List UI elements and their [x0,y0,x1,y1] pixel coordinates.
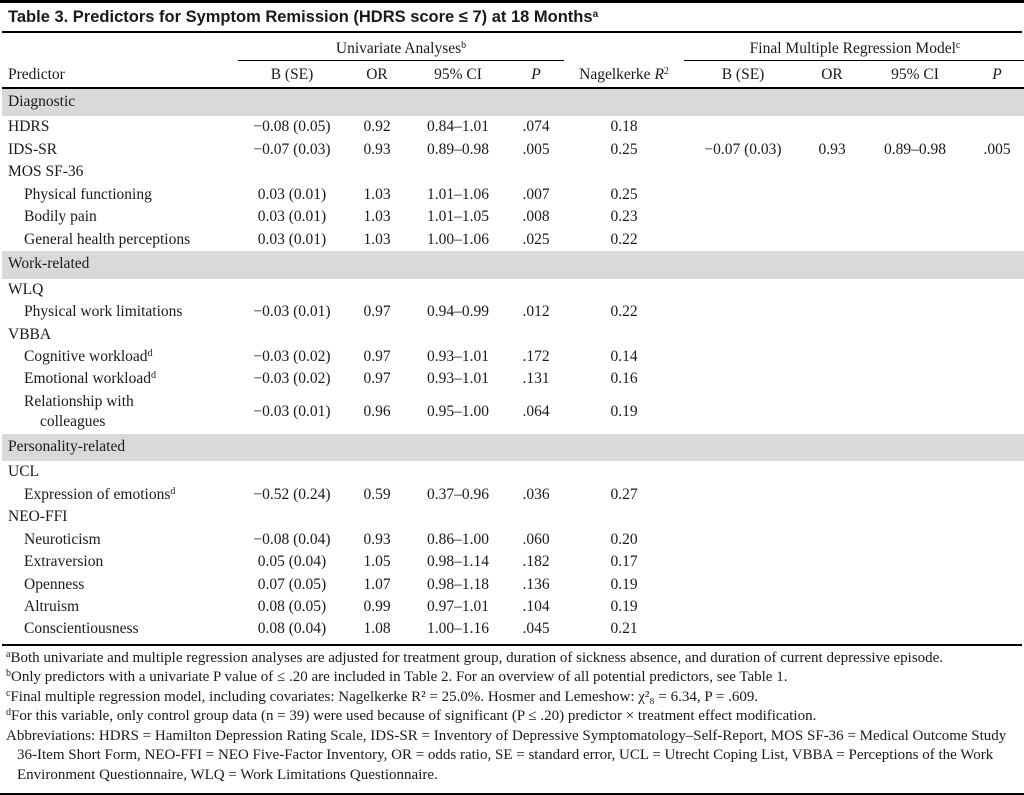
data-cell [862,596,968,618]
row-label-text: VBBA [8,325,52,343]
data-cell [684,529,802,551]
nagelkerke-column-header [564,61,684,89]
univariate-group-label: Univariate Analyses [335,40,462,57]
data-cell [684,324,802,346]
data-cell: .104 [522,597,550,615]
data-cell [862,368,968,390]
data-cell [408,461,508,483]
footnotes [2,644,1022,794]
data-cell [862,574,968,596]
data-cell [968,229,1024,251]
data-cell: −0.07 (0.03) [253,140,331,158]
data-cell: 1.01–1.05 [427,208,489,226]
data-cell [862,484,968,506]
data-cell: 0.08 (0.05) [257,597,327,615]
data-cell: 0.89–0.98 [427,140,489,158]
data-row [2,618,1024,640]
data-cell: 0.37–0.96 [427,485,489,503]
row-label [2,461,238,483]
data-cell [684,391,802,434]
data-cell [802,618,862,640]
data-cell [238,279,346,301]
data-cell [968,184,1024,206]
data-cell: 0.14 [610,347,638,365]
univariate-group-sup: b [461,40,467,51]
data-cell [346,161,408,183]
data-cell [508,279,564,301]
data-cell [802,346,862,368]
row-label-text: MOS SF-36 [8,163,84,181]
data-cell: 1.00–1.06 [427,230,489,248]
data-cell [968,368,1024,390]
data-cell [802,206,862,228]
table-header [2,33,1024,88]
footnote-text: Both univariate and multiple regression analyses are adjusted for treatment group, duration of sickness absence, and duration of current depressive episode. [10,649,944,666]
section-label: Work-related [2,251,1024,278]
group-header-row [2,33,1024,61]
data-cell: 0.93 [363,530,391,548]
data-cell: 0.21 [610,620,638,638]
data-cell [862,618,968,640]
data-cell: 1.08 [363,620,391,638]
data-cell [968,618,1024,640]
data-cell: .025 [522,230,550,248]
data-cell: 0.03 (0.01) [257,185,327,203]
data-cell [862,184,968,206]
data-cell: 0.98–1.14 [427,553,489,571]
nagelkerke-r-symbol: R [654,66,664,83]
data-cell [968,279,1024,301]
data-cell [802,324,862,346]
data-cell: 0.93 [363,140,391,158]
nagelkerke-squared-sup: 2 [663,66,669,77]
data-cell [684,301,802,323]
uni-or-column-header: OR [346,61,408,89]
data-cell [862,279,968,301]
footnote [6,649,1018,669]
data-cell [802,184,862,206]
row-label [2,184,238,206]
row-label [2,368,238,390]
data-cell: 0.19 [610,575,638,593]
data-cell [862,301,968,323]
row-label [2,116,238,138]
data-cell: .131 [522,370,550,388]
data-cell [238,506,346,528]
data-cell [802,391,862,434]
row-label-sup: d [170,485,176,497]
data-cell [564,161,684,183]
group-row [2,506,1024,528]
data-cell: 0.17 [610,553,638,571]
final-bse-column-header: B (SE) [684,61,802,89]
data-cell [862,324,968,346]
footnote [6,688,1018,708]
data-cell: .005 [522,140,550,158]
row-label [2,324,238,346]
data-cell: 0.95–1.00 [427,403,489,421]
data-cell: .036 [522,485,550,503]
row-label-text: Neuroticism [24,530,101,548]
uni-p-column-header: P [508,61,564,89]
row-label [2,301,238,323]
uni-ci-column-header: 95% CI [408,61,508,89]
final-or-column-header: OR [802,61,862,89]
footnote-marker: d [6,707,11,719]
footnote [6,707,1018,727]
data-row [2,596,1024,618]
data-cell: 1.00–1.16 [427,620,489,638]
data-cell [802,506,862,528]
footnote-marker: b [6,668,11,680]
data-cell [968,506,1024,528]
data-cell: 0.86–1.00 [427,530,489,548]
data-cell [802,529,862,551]
data-cell [684,161,802,183]
data-cell [968,461,1024,483]
data-cell: 1.03 [363,230,391,248]
data-cell: −0.52 (0.24) [253,485,331,503]
data-cell [802,229,862,251]
data-cell [862,206,968,228]
data-cell [684,484,802,506]
data-cell [802,484,862,506]
row-label [2,279,238,301]
data-cell [802,574,862,596]
data-cell [684,618,802,640]
data-cell: 0.03 (0.01) [257,230,327,248]
row-label-sup: d [151,370,156,382]
row-label [2,391,238,434]
table-title [2,3,1022,33]
data-cell [564,506,684,528]
data-cell [408,324,508,346]
data-row [2,116,1024,138]
data-cell: 0.20 [610,530,638,548]
column-header-row [2,61,1024,89]
data-cell: 0.05 (0.04) [257,553,327,571]
data-cell [508,324,564,346]
data-cell: 0.96 [363,403,391,421]
data-cell: 0.59 [363,485,391,503]
data-cell: −0.03 (0.01) [253,403,331,421]
row-label-text: Cognitive workload [24,347,148,365]
data-cell [968,301,1024,323]
data-cell [862,391,968,434]
data-cell [564,461,684,483]
predictors-table [2,33,1024,641]
data-cell: .007 [522,185,550,203]
row-label [2,596,238,618]
data-cell [684,368,802,390]
data-cell [802,461,862,483]
data-cell: 0.25 [610,185,638,203]
row-label [2,229,238,251]
data-cell [802,279,862,301]
data-cell [968,346,1024,368]
data-cell [684,206,802,228]
data-cell: 0.07 (0.05) [257,575,327,593]
data-row [2,391,1024,434]
data-cell [968,574,1024,596]
data-cell [862,229,968,251]
data-cell: 0.03 (0.01) [257,208,327,226]
data-cell [968,391,1024,434]
final-model-group-header [684,33,1024,61]
data-cell: 0.93–1.01 [427,370,489,388]
row-label [2,618,238,640]
data-row [2,551,1024,573]
data-cell [862,529,968,551]
data-cell: .012 [522,303,550,321]
data-row [2,574,1024,596]
data-cell [508,506,564,528]
footnote [6,668,1018,688]
data-cell [968,529,1024,551]
table-title-text: Table 3. Predictors for Symptom Remission (HDRS score ≤ 7) at 18 Months [8,8,593,26]
data-cell [968,551,1024,573]
data-cell: 0.93 [818,140,846,158]
data-cell: 1.05 [363,553,391,571]
data-cell: −0.03 (0.02) [253,370,331,388]
row-label [2,551,238,573]
data-cell [968,596,1024,618]
section-row [2,88,1024,116]
data-cell [684,551,802,573]
final-ci-column-header: 95% CI [862,61,968,89]
data-cell: −0.08 (0.04) [253,530,331,548]
data-row [2,301,1024,323]
row-label-text: Openness [24,575,85,593]
group-row [2,324,1024,346]
row-label-text: HDRS [8,118,50,136]
section-label: Diagnostic [2,88,1024,116]
data-cell: 0.22 [610,303,638,321]
data-cell [346,461,408,483]
data-row [2,529,1024,551]
data-cell [346,324,408,346]
data-cell: .074 [522,118,550,136]
data-cell [238,461,346,483]
final-model-group-sup: c [955,40,961,51]
data-cell [564,279,684,301]
data-cell [238,324,346,346]
data-cell [968,161,1024,183]
row-label [2,574,238,596]
data-cell [968,324,1024,346]
row-label-text: Emotional workload [24,370,151,388]
row-label-text: Altruism [24,597,80,615]
data-cell: 0.19 [610,403,638,421]
uni-bse-column-header: B (SE) [238,61,346,89]
footnote-text: Abbreviations: HDRS = Hamilton Depression Rating Scale, IDS-SR = Inventory of Depressive Symptomatology–Self-Report, MOS SF-36 = Medical Outcome Study 36-Item Short Form, NEO-FFI = NEO Five-Factor Inventory, OR = odds ratio, SE = standard error, UCL = Utrecht Coping List, VBBA = Perceptions of the Work Environment Questionnaire, WLQ = Work Limitations Questionnaire. [6,727,1007,783]
data-cell [862,506,968,528]
data-cell: 0.89–0.98 [884,140,947,158]
data-cell [862,461,968,483]
data-cell [346,279,408,301]
section-label: Personality-related [2,434,1024,461]
data-cell [684,461,802,483]
row-label-text: Bodily pain [24,208,97,226]
section-row [2,434,1024,461]
data-cell [862,551,968,573]
data-cell: .182 [522,553,550,571]
data-row [2,346,1024,368]
section-row [2,251,1024,278]
table-body [2,88,1024,641]
footnote-text: For this variable, only control group data (n = 39) were used because of significant (P ≤ .20) predictor × treatment effect modification. [11,708,817,725]
data-row [2,484,1024,506]
data-cell: 0.19 [610,597,638,615]
data-row [2,368,1024,390]
final-p-column-header: P [968,61,1024,89]
footnote [6,727,1018,786]
data-cell [684,184,802,206]
data-cell: 0.08 (0.04) [257,620,327,638]
row-label [2,139,238,161]
data-cell: 0.93–1.01 [427,347,489,365]
data-cell [968,484,1024,506]
row-label-text: WLQ [8,280,44,298]
group-row [2,461,1024,483]
footnote-marker: a [6,648,11,660]
data-cell [346,506,408,528]
data-cell: 0.92 [363,118,391,136]
data-cell [802,551,862,573]
data-cell [684,346,802,368]
data-cell [968,206,1024,228]
data-cell: .045 [522,620,550,638]
data-cell: 0.84–1.01 [427,118,489,136]
data-cell: 1.01–1.06 [427,185,489,203]
nagelkerke-label-prefix: Nagelkerke [579,66,655,83]
spacer-cell [2,33,238,61]
row-label [2,506,238,528]
row-label-text: Expression of emotions [24,485,171,503]
data-cell [802,116,862,138]
data-cell [408,279,508,301]
data-cell: 1.07 [363,575,391,593]
row-label-text: Physical functioning [24,185,152,203]
row-label-text: NEO-FFI [8,508,68,526]
data-cell: .172 [522,347,550,365]
data-cell: .136 [522,575,550,593]
data-cell: 0.22 [610,230,638,248]
data-cell: 0.97 [363,370,391,388]
data-cell: .060 [522,530,550,548]
data-cell [802,596,862,618]
data-cell: 0.98–1.18 [427,575,489,593]
data-cell: 0.16 [610,370,638,388]
data-cell: .008 [522,208,550,226]
group-row [2,161,1024,183]
data-cell [508,461,564,483]
data-cell [684,116,802,138]
data-cell: 0.18 [610,118,638,136]
footnote-text: Final multiple regression model, including covariates: Nagelkerke R² = 25.0%. Hosmer and Lemeshow: χ²₈ = 6.34, P = .609. [10,688,759,705]
data-cell [238,161,346,183]
footnote-text: Only predictors with a univariate P value of ≤ .20 are included in Table 2. For an overview of all potential predictors, see Table 1. [11,669,788,686]
data-cell: 0.23 [610,208,638,226]
data-cell: 0.25 [610,140,638,158]
final-model-group-label: Final Multiple Regression Model [749,40,956,57]
row-label-text: UCL [8,463,39,481]
predictor-column-header: Predictor [2,61,238,89]
data-cell [684,229,802,251]
data-cell [408,161,508,183]
data-row [2,229,1024,251]
data-cell: 0.27 [610,485,638,503]
data-row [2,139,1024,161]
data-cell: −0.08 (0.05) [253,118,331,136]
data-cell: 0.97 [363,303,391,321]
table-title-sup: a [592,9,599,20]
row-label [2,161,238,183]
data-cell [862,116,968,138]
row-label [2,206,238,228]
data-cell: 0.97 [363,347,391,365]
data-cell [564,324,684,346]
row-label-line2: colleagues [40,413,106,431]
group-row [2,279,1024,301]
spacer-cell [564,33,684,61]
row-label-text: Relationship with [24,392,134,410]
data-cell [684,506,802,528]
data-cell [508,161,564,183]
data-cell [408,506,508,528]
data-cell [684,574,802,596]
data-cell [802,368,862,390]
data-row [2,206,1024,228]
data-cell: −0.03 (0.01) [253,303,331,321]
data-cell: 1.03 [363,185,391,203]
data-cell: −0.07 (0.03) [704,140,782,158]
row-label-text: General health perceptions [24,230,191,248]
row-label-text: Conscientiousness [24,620,139,638]
data-cell [862,346,968,368]
data-cell: 1.03 [363,208,391,226]
data-cell [802,161,862,183]
row-label-text: Extraversion [24,553,104,571]
row-label-text: IDS-SR [8,140,58,158]
data-cell [684,596,802,618]
footnote-marker: c [6,687,11,699]
univariate-group-header [238,33,564,61]
data-cell: 0.99 [363,597,391,615]
data-cell [802,301,862,323]
row-label-sup: d [147,347,153,359]
data-cell [862,161,968,183]
row-label-text: Physical work limitations [24,303,183,321]
data-cell [968,116,1024,138]
data-cell: 0.94–0.99 [427,303,489,321]
data-cell: .005 [983,140,1011,158]
row-label [2,529,238,551]
data-cell: .064 [522,403,550,421]
data-cell: 0.97–1.01 [427,597,489,615]
row-label [2,346,238,368]
data-row [2,184,1024,206]
data-cell: −0.03 (0.02) [253,347,331,365]
row-label [2,484,238,506]
data-cell [684,279,802,301]
